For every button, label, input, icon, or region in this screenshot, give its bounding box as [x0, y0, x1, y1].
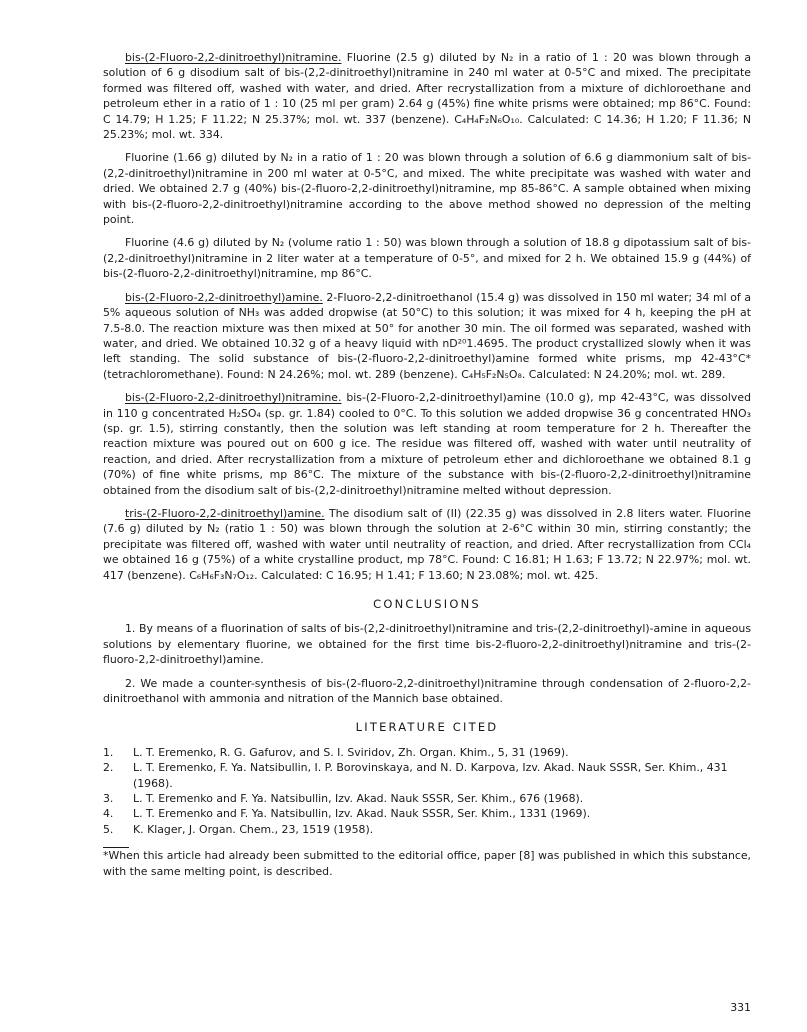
- paragraph-tris-amine: [103, 506, 751, 583]
- paragraph-text: The disodium salt of (II) (22.35 g) was dissolved in 2.8 liters water. Fluorine (7.6 g) diluted by N₂ (ratio 1 : 50) was blown through the solution at 2-6°C within 30 min, stirring constantly; the precipitate was filtered off, washed with water until neutrality of reaction, and dried. After recrystallization from CCl₄ we obtained 16 g (75%) of a white crystalline product, mp 78°C. Found: C 16.81; H 1.63; F 13.72; N 22.97%; mol. wt. 417 (benzene). C₆H₆F₃N₇O₁₂. Calculated: C 16.95; H 1.41; F 13.60; N 23.08%; mol. wt. 425.: [103, 506, 751, 582]
- compound-heading: bis-(2-Fluoro-2,2-dinitroethyl)nitramine.: [125, 51, 342, 64]
- paragraph-dipotassium-fluorination: Fluorine (4.6 g) diluted by N₂ (volume ratio 1 : 50) was blown through a solution of 18.8 g dipotassium salt of bis-(2,2-dinitroethyl)nitramine in 2 liter water at a temperature of 0-5°, and mixed for 2 h. We obtained 15.9 g (44%) of bis-(2-fluoro-2,2-dinitroethyl)nitramine, mp 86°C.: [103, 236, 751, 281]
- paragraph-text: 2-Fluoro-2,2-dinitroethanol (15.4 g) was dissolved in 150 ml water; 34 ml of a 5% aqueous solution of NH₃ was added dropwise (at 50°C) to this solution; it was mixed for 4 h, keeping the pH at 7.5-8.0. The reaction mixture was then mixed at 50° for another 30 min. The oil formed was separated, washed with water, and dried. We obtained 10.32 g of a heavy liquid with nD²⁰1.4695. The product crystallized slowly when it was left standing. The solid substance of bis-(2-fluoro-2,2-dinitroethyl)amine formed white prisms, mp 42-43°C* (tetrachloromethane). Found: N 24.26%; mol. wt. 289 (benzene). C₄H₅F₂N₅O₈. Calculated: N 24.20%; mol. wt. 289.: [103, 290, 751, 381]
- paper-page: [103, 50, 751, 879]
- reference-item: [103, 806, 751, 821]
- reference-number: 3.: [103, 792, 114, 806]
- literature-heading: LITERATURE CITED: [355, 720, 499, 735]
- reference-number: 2.: [103, 761, 114, 775]
- reference-text: L. T. Eremenko, R. G. Gafurov, and S. I. Sviridov, Zh. Organ. Khim., 5, 31 (1969).: [133, 745, 569, 759]
- reference-number: 4.: [103, 807, 114, 821]
- footnote: *When this article had already been submitted to the editorial office, paper [8] was published in which this substance, with the same melting point, is described.: [103, 849, 751, 878]
- conclusions-heading: CONCLUSIONS: [373, 597, 481, 611]
- conclusion-item: 1. By means of a fluorination of salts of bis-(2,2-dinitroethyl)nitramine and tris-(2,2-dinitroethyl)-amine in aqueous solutions by elementary fluorine, we obtained for the first time bis-2-fluoro-2,2-dinitroethyl)nitramine and tris-(2-fluoro-2,2-dinitroethyl)amine.: [103, 622, 751, 667]
- compound-heading: bis-(2-Fluoro-2,2-dinitroethyl)nitramine.: [125, 391, 342, 405]
- reference-text: K. Klager, J. Organ. Chem., 23, 1519 (1958).: [133, 822, 374, 836]
- page-number: 331: [730, 1001, 751, 1014]
- paragraph-nitramine-synthesis: [103, 50, 751, 142]
- reference-item: [103, 745, 751, 760]
- reference-list: [103, 745, 751, 837]
- paragraph-diammonium-fluorination: Fluorine (1.66 g) diluted by N₂ in a ratio of 1 : 20 was blown through a solution of 6.6 g diammonium salt of bis-(2,2-dinitroethyl)nitramine in 200 ml water at 0-5°C, and mixed. The white precipitate was washed with water and dried. We obtained 2.7 g (40%) bis-(2-fluoro-2,2-dinitroethyl)nitramine, mp 85-86°C. A sample obtained when mixing with bis-(2-fluoro-2,2-dinitroethyl)nitramine according to the above method showed no depression of the melting point.: [103, 151, 751, 227]
- conclusion-item: 2. We made a counter-synthesis of bis-(2-fluoro-2,2-dinitroethyl)nitramine through condensation of 2-fluoro-2,2-dinitroethanol with ammonia and nitration of the Mannich base obtained.: [103, 676, 751, 706]
- paragraph-text: bis-(2-Fluoro-2,2-dinitroethyl)amine (10.0 g), mp 42-43°C, was dissolved in 110 g concentrated H₂SO₄ (sp. gr. 1.84) cooled to 0°C. To this solution we added dropwise 36 g concentrated HNO₃ (sp. gr. 1.5), stirring constantly, then the solution was left standing at room temperature for 2 h. Thereafter the reaction mixture was poured out on 600 g ice. The residue was filtered off, washed with water until neutrality of reaction, and dried. After recrystallization from a mixture of petroleum ether and dichloroethane we obtained 8.1 g (70%) of fine white prisms, mp 86°C. The mixture of the substance with bis-(2-fluoro-2,2-dinitroethyl)nitramine obtained from the disodium salt of bis-(2,2-dinitroethyl)nitramine melted without depression.: [103, 391, 751, 497]
- reference-text: L. T. Eremenko, F. Ya. Natsibullin, I. P. Borovinskaya, and N. D. Karpova, Izv. Akad. Nauk SSSR, Ser. Khim., 431 (1968).: [133, 761, 728, 790]
- compound-heading: bis-(2-Fluoro-2,2-dinitroethyl)amine.: [125, 290, 323, 304]
- paragraph-nitration: [103, 390, 751, 498]
- paragraph-text: Fluorine (2.5 g) diluted by N₂ in a ratio of 1 : 20 was blown through a solution of 6 g disodium salt of bis-(2,2-dinitroethyl)nitramine in 240 ml water at 0-5°C and mixed. The precipitate formed was filtered off, washed with water, and dried. After recrystallization from a mixture of dichloroethane and petroleum ether in a ratio of 1 : 10 (25 ml per gram) 2.64 g (45%) fine white prisms were obtained; mp 86°C. Found: C 14.79; H 1.25; F 11.22; N 25.37%; mol. wt. 337 (benzene). C₄H₄F₂N₆O₁₀. Calculated: C 14.36; H 1.20; F 11.36; N 25.23%; mol. wt. 334.: [103, 51, 751, 142]
- reference-number: 1.: [103, 745, 114, 759]
- reference-item: [103, 822, 751, 837]
- reference-item: [103, 760, 751, 791]
- reference-text: L. T. Eremenko and F. Ya. Natsibullin, Izv. Akad. Nauk SSSR, Ser. Khim., 676 (1968).: [133, 792, 584, 806]
- compound-heading: tris-(2-Fluoro-2,2-dinitroethyl)amine.: [125, 506, 325, 520]
- reference-number: 5.: [103, 822, 114, 836]
- paragraph-amine-synthesis: [103, 290, 751, 382]
- reference-item: [103, 791, 751, 806]
- reference-text: L. T. Eremenko and F. Ya. Natsibullin, Izv. Akad. Nauk SSSR, Ser. Khim., 1331 (1969).: [133, 807, 591, 821]
